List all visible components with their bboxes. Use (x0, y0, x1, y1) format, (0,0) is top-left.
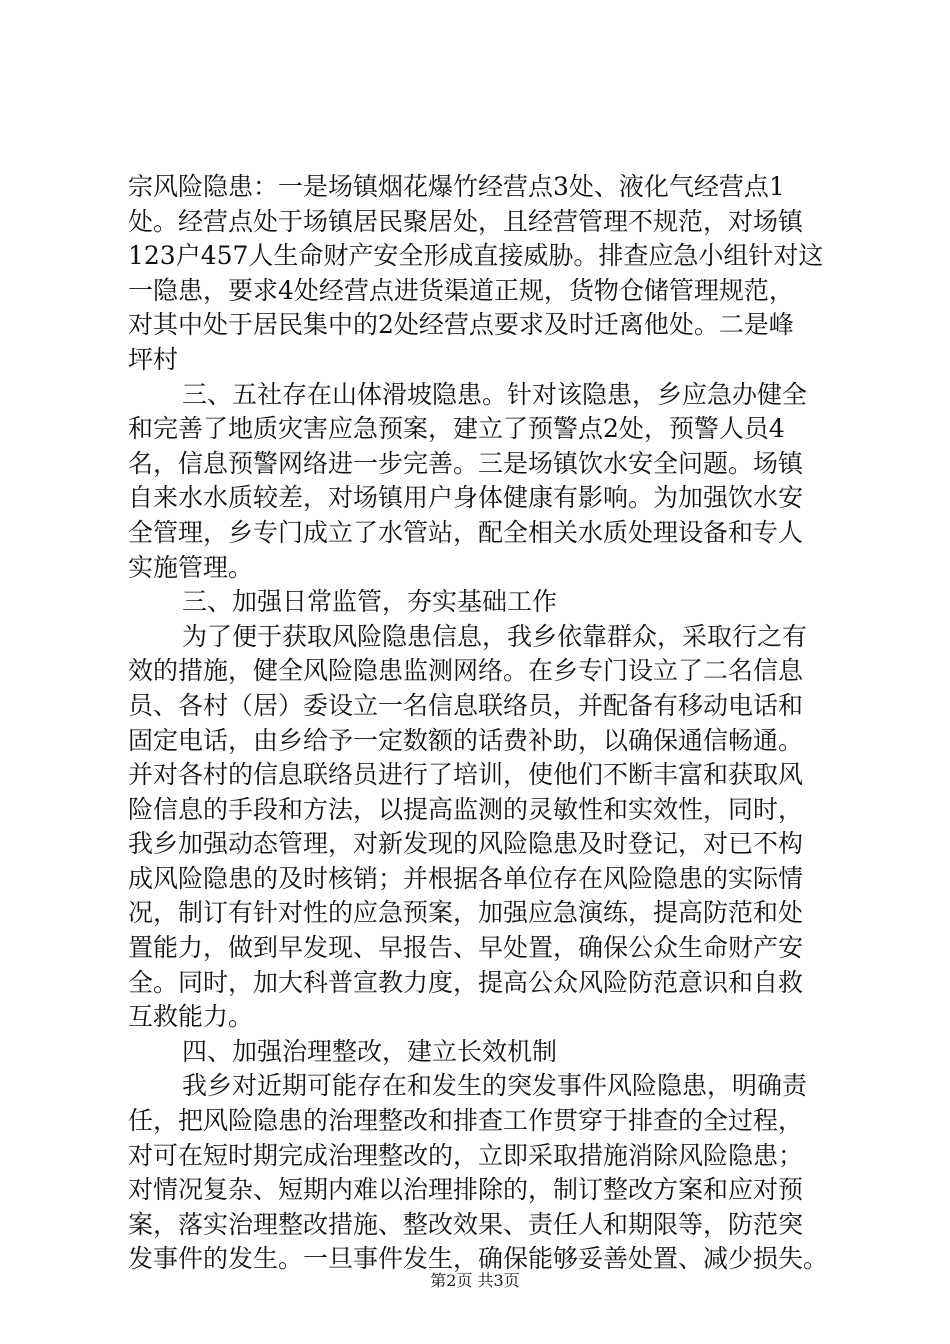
text-line: 互救能力。 (128, 1002, 254, 1032)
text-line: 况，制订有针对性的应急预案，加强应急演练，提高防范和处 (128, 898, 804, 928)
text-line: 置能力，做到早发现、早报告、早处置，确保公众生命财产安 (128, 933, 804, 963)
text-line: 案，落实治理整改措施、整改效果、责任人和期限等，防范突 (128, 1209, 804, 1239)
text-line: 对可在短时期完成治理整改的，立即采取措施消除风险隐患； (128, 1140, 804, 1170)
text-line: 123户457人生命财产安全形成直接威胁。排查应急小组针对这 (128, 241, 824, 271)
text-line: 员、各村（居）委设立一名信息联络员，并配备有移动电话和 (128, 690, 804, 720)
text-line: 全管理，乡专门成立了水管站，配全相关水质处理设备和专人 (128, 517, 804, 547)
text-line: 自来水水质较差，对场镇用户身体健康有影响。为加强饮水安 (128, 483, 804, 513)
section-heading: 四、加强治理整改，建立长效机制 (182, 1036, 558, 1066)
paragraph-start-line: 为了便于获取风险隐患信息，我乡依靠群众，采取行之有 (182, 621, 808, 651)
text-line: 宗风险隐患：一是场镇烟花爆竹经营点3处、液化气经营点1 (128, 172, 785, 201)
text-line: 并对各村的信息联络员进行了培训，使他们不断丰富和获取风 (128, 760, 804, 790)
text-line: 成风险隐患的及时核销；并根据各单位存在风险隐患的实际情 (128, 863, 804, 893)
text-line: 我乡加强动态管理，对新发现的风险隐患及时登记，对已不构 (128, 829, 804, 859)
paragraph-start-line: 三、五社存在山体滑坡隐患。针对该隐患，乡应急办健全 (182, 379, 808, 409)
text-line: 险信息的手段和方法，以提高监测的灵敏性和实效性，同时， (128, 794, 804, 824)
text-line: 坪村 (128, 344, 179, 374)
text-line: 全。同时，加大科普宣教力度，提高公众风险防范意识和自救 (128, 967, 804, 997)
text-line: 名，信息预警网络进一步完善。三是场镇饮水安全问题。场镇 (128, 448, 804, 478)
text-line: 实施管理。 (128, 552, 254, 582)
text-line: 和完善了地质灾害应急预案，建立了预警点2处，预警人员4 (128, 414, 785, 444)
paragraph-start-line: 我乡对近期可能存在和发生的突发事件风险隐患，明确责 (182, 1071, 808, 1101)
text-line: 一隐患，要求4处经营点进货渠道正规，货物仓储管理规范， (128, 275, 794, 305)
text-line: 对情况复杂、短期内难以治理排除的，制订整改方案和应对预 (128, 1175, 804, 1205)
text-line: 对其中处于居民集中的2处经营点要求及时迁离他处。二是峰 (128, 310, 794, 340)
text-line: 处。经营点处于场镇居民聚居处，且经营管理不规范，对场镇 (128, 206, 804, 236)
text-line: 效的措施，健全风险隐患监测网络。在乡专门设立了二名信息 (128, 656, 804, 686)
page-number-footer: 第2页 共3页 (430, 1271, 520, 1290)
section-heading: 三、加强日常监管，夯实基础工作 (182, 587, 558, 617)
text-line: 固定电话，由乡给予一定数额的话费补助，以确保通信畅通。 (128, 725, 804, 755)
document-body (128, 170, 832, 1277)
text-line: 任，把风险隐患的治理整改和排查工作贯穿于排查的全过程， (128, 1106, 804, 1136)
text-line: 发事件的发生。一旦事件发生，确保能够妥善处置、减少损失。 (128, 1244, 829, 1274)
